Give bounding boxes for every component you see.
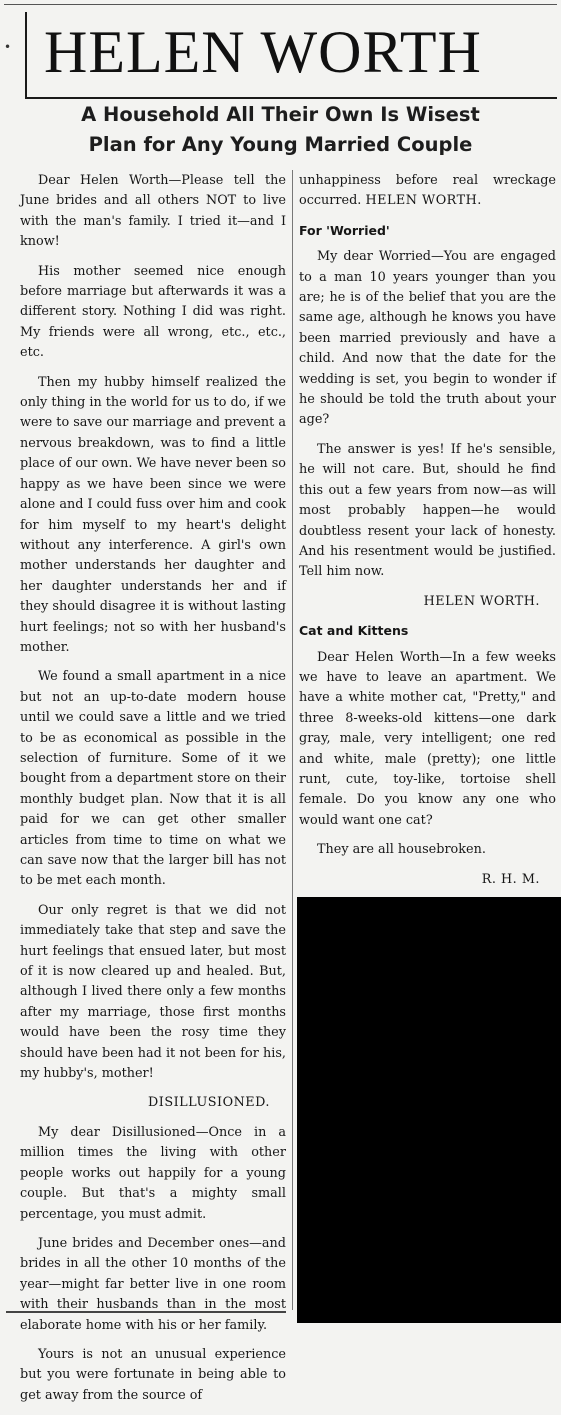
masthead-left-rule (25, 12, 27, 98)
right-column (299, 171, 556, 999)
reply-paragraph: June brides and December ones—and brides in all the other 10 months of the year—might far better live in one room with their husbands than in the most elaborate home with his or her family. (20, 1235, 286, 1333)
left-column (20, 171, 286, 1415)
top-rule (4, 4, 557, 5)
letter-paragraph: Then my hubby himself realized the only thing in the world for us to do, if we were to save our marriage and prevent a nervous breakdown, was to find a little place of our own. We have never been so happy as we have been since we were alone and I could fuss over him and cook for him myself to my heart's delight without any interference. A girl's own mother understands her daughter and her daughter understands her and if they should disagree it is without lasting hurt feelings; not so with her husband's mother. (20, 374, 286, 655)
reply-paragraph: Yours is not an unusual experience but you were fortunate in being able to get away from the source of (20, 1346, 286, 1403)
headline-line-1: A Household All Their Own Is Wisest (81, 103, 480, 126)
headline-line-2: Plan for Any Young Married Couple (88, 133, 473, 156)
column-divider (292, 170, 293, 1310)
blacked-out-region (297, 897, 561, 1323)
letter-paragraph: Dear Helen Worth—Please tell the June brides and all others NOT to live with the man's family. I tried it—and I know! (20, 173, 286, 250)
letter-paragraph: His mother seemed nice enough before marriage but afterwards it was a different story. Nothing I did was right. My friends were all wrong, etc., etc., etc. (20, 263, 286, 361)
letter-paragraph: We found a small apartment in a nice but not an up-to-date modern house until we could save a little and we tried to be as economical as possible in the selection of furniture. Some of it we bought from a department store on their monthly budget plan. Now that it is all paid for we can get other smaller articles from time to time on what we can save now that the larger bill has not to be met each month. (20, 669, 286, 889)
letter-signature: DISILLUSIONED. (148, 1095, 270, 1111)
letter-paragraph: They are all housebroken. (317, 842, 486, 858)
margin-bullet-icon: • (4, 40, 12, 54)
subhead-worried: For 'Worried' (299, 222, 390, 238)
letter-signature: R. H. M. (481, 871, 540, 887)
reply-paragraph: My dear Worried—You are engaged to a man 10 years younger than you are; he is of the belief that you are the same age, although he knows you have been married previously and have a child. And now that the date for the wedding is set, you begin to wonder if he should be told the truth about your age? (299, 249, 556, 428)
masthead-bottom-rule (25, 97, 557, 99)
reply-signature: HELEN WORTH. (365, 193, 482, 209)
reply-paragraph: The answer is yes! If he's sensible, he will not care. But, should he find this out a few years from now—as will most probably happen—he would doubtless resent your lack of honesty. And his resentment would be justified. Tell him now. (299, 441, 556, 580)
reply-continuation (299, 171, 556, 212)
continuation-text: unhappiness before real wreckage occurred. (299, 173, 556, 209)
masthead-title: HELEN WORTH (44, 19, 482, 85)
subhead-cat-and-kittens: Cat and Kittens (299, 623, 409, 639)
letter-paragraph: Dear Helen Worth—In a few weeks we have to leave an apartment. We have a white mother cat, "Pretty," and three 8-weeks-old kittens—one dark gray, male, very intelligent; one red and white, male (pretty); one little runt, cute, toy-like, tortoise shell female. Do you know any one who would want one cat? (299, 649, 556, 828)
letter-paragraph: Our only regret is that we did not immediately take that step and save the hurt feelings that ensued later, but most of it is now cleared up and healed. But, although I lived there only a few months after my marriage, those first months would have been the rosy time they should have been had it not been for his, my hubby's, mother! (20, 902, 286, 1082)
reply-paragraph: My dear Disillusioned—Once in a million times the living with other people works out happily for a young couple. But that's a mighty small percentage, you must admit. (20, 1124, 286, 1222)
bottom-rule (6, 1311, 286, 1313)
reply-signature: HELEN WORTH. (423, 593, 540, 609)
